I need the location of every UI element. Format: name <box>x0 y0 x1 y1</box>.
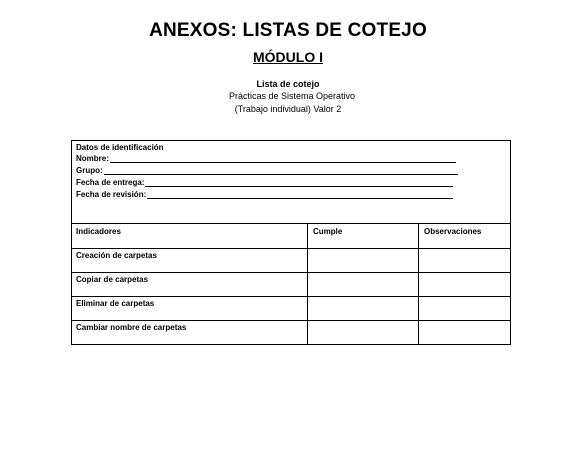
review-date-field[interactable] <box>76 190 453 199</box>
name-field[interactable] <box>76 154 456 163</box>
table-row: Copiar de carpetas <box>76 275 149 284</box>
checklist-form <box>71 140 511 345</box>
row-divider <box>72 320 510 321</box>
module-heading: MÓDULO I <box>253 49 323 65</box>
identification-heading: Datos de identificación <box>76 143 164 152</box>
row-divider <box>72 272 510 273</box>
column-header-cumple: Cumple <box>313 227 343 236</box>
table-row: Creación de carpetas <box>76 251 157 260</box>
group-label: Grupo: <box>76 166 103 175</box>
table-row: Eliminar de carpetas <box>76 299 155 308</box>
column-divider <box>418 224 419 344</box>
column-divider <box>307 224 308 344</box>
name-line[interactable] <box>110 154 456 163</box>
name-label: Nombre: <box>76 154 109 163</box>
column-header-indicators: Indicadores <box>76 227 121 236</box>
practice-subtitle: Prácticas de Sistema Operativo <box>228 91 356 101</box>
delivery-date-field[interactable] <box>76 178 453 187</box>
checklist-title: Lista de cotejo <box>256 79 320 89</box>
identification-section <box>72 141 510 224</box>
column-header-observaciones: Observaciones <box>424 227 482 236</box>
review-date-line[interactable] <box>147 190 453 199</box>
delivery-date-line[interactable] <box>145 178 453 187</box>
row-divider <box>72 296 510 297</box>
group-field[interactable] <box>76 166 458 175</box>
work-value-subtitle: (Trabajo individual) Valor 2 <box>234 104 342 114</box>
table-row: Cambiar nombre de carpetas <box>76 323 187 332</box>
review-date-label: Fecha de revisión: <box>76 190 147 199</box>
page-title: ANEXOS: LISTAS DE COTEJO <box>149 20 427 41</box>
row-divider <box>72 248 510 249</box>
group-line[interactable] <box>104 166 458 175</box>
delivery-date-label: Fecha de entrega: <box>76 178 145 187</box>
